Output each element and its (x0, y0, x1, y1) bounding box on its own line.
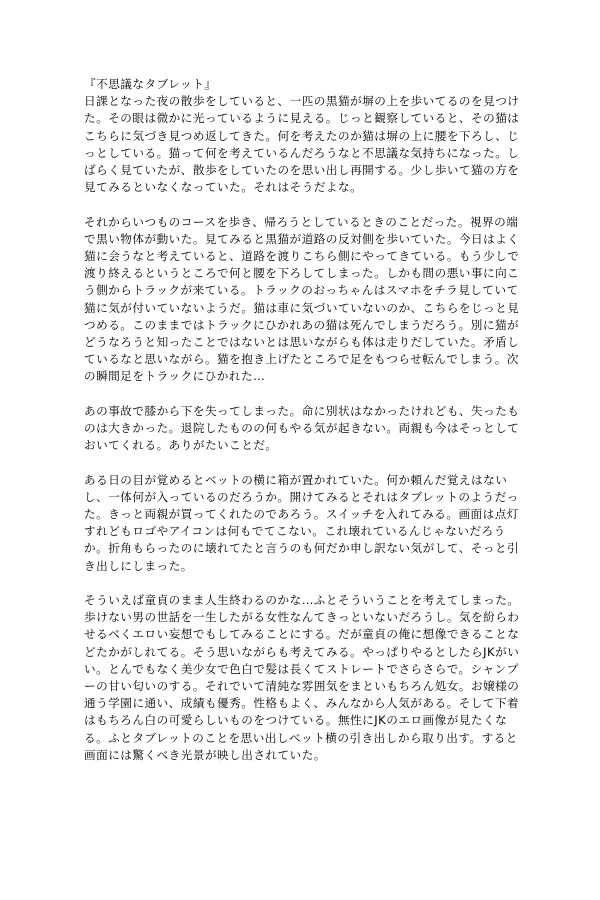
story-title: 『不思議なタブレット』 (84, 77, 217, 91)
story-paragraph-1: 日課となった夜の散歩をしていると、一匹の黒猫が塀の上を歩いてるのを見つけた。その眼は微かに光っているように見える。じっと観察していると、その猫はこちらに気づき見つめ返してきた。何を考えたのか猫は塀の上に腰を下ろし、じっとしている。猫って何を考えているんだろうなと不思議な気持ちになった。しばらく見ていたが、散歩をしていたのを思い出し再開する。少し歩いて猫の方を見てみるといなくなっていた。それはそうだよな。 (84, 94, 520, 195)
story-paragraph-3: あの事故で膝から下を失ってしまった。命に別状はなかったけれども、失ったものは大きかった。退院したものの何もやる気が起きない。両親も今はそっとしておいてくれる。ありがたいことだ。 (84, 403, 520, 453)
story-paragraph-4: ある日の目が覚めるとベットの横に箱が置かれていた。何か頼んだ覚えはないし、一体何が入っているのだろうか。開けてみるとそれはタブレットのようだった。きっと両親が買ってくれたのであろう。スイッチを入れてみる。画面は点灯すれどもロゴやアイコンは何もでてこない。これ壊れているんじゃないだろうか。折角もらったのに壊れてたと言うのも何だか申し訳ない気がして、そっと引き出しにしまった。 (84, 472, 520, 573)
story-page (84, 76, 524, 781)
story-paragraph-5: そういえば童貞のまま人生終わるのかな…ふとそういうことを考えてしまった。歩けない男の世話を一生したがる女性なんてきっといないだろうし。気を紛らわせるべくエロい妄想でもしてみることにする。だが童貞の俺に想像できることなどたかがしれてる。そう思いながらも考えてみる。やっぱりやるとしたらJKがいい。とんでもなく美少女で色白で髪は長くてストレートでさらさらで。シャンプーの甘い匂いのする。それでいて清純な雰囲気をまといもちろん処女。お嬢様の通う学園に通い、成績も優秀。性格もよく、みんなから人気がある。そして下着はもちろん白の可愛らしいものをつけている。無性にJKのエロ画像が見たくなる。ふとタブレットのことを思い出しベット横の引き出しから取り出す。すると画面には驚くべき光景が映し出されていた。 (84, 593, 520, 762)
story-paragraph-2: それからいつものコースを歩き、帰ろうとしているときのことだった。視界の端で黒い物体が動いた。見てみると黒猫が道路の反対側を歩いていた。今日はよく猫に会うなと考えていると、道路を渡りこちら側にやってきている。もう少しで渡り終えるというところで何と腰を下ろしてしまった。しかも間の悪い事に向こう側からトラックが来ている。トラックのおっちゃんはスマホをチラ見していて猫に気が付いていないようだ。猫は車に気づいていないのか、こちらをじっと見つめる。このままではトラックにひかれあの猫は死んでしまうだろう。別に猫がどうなろうと知ったことではないとは思いながらも体は走りだしていた。矛盾しているなと思いながら。猫を抱き上げたところで足をもつらせ転んでしまう。次の瞬間足をトラックにひかれた… (84, 214, 520, 384)
